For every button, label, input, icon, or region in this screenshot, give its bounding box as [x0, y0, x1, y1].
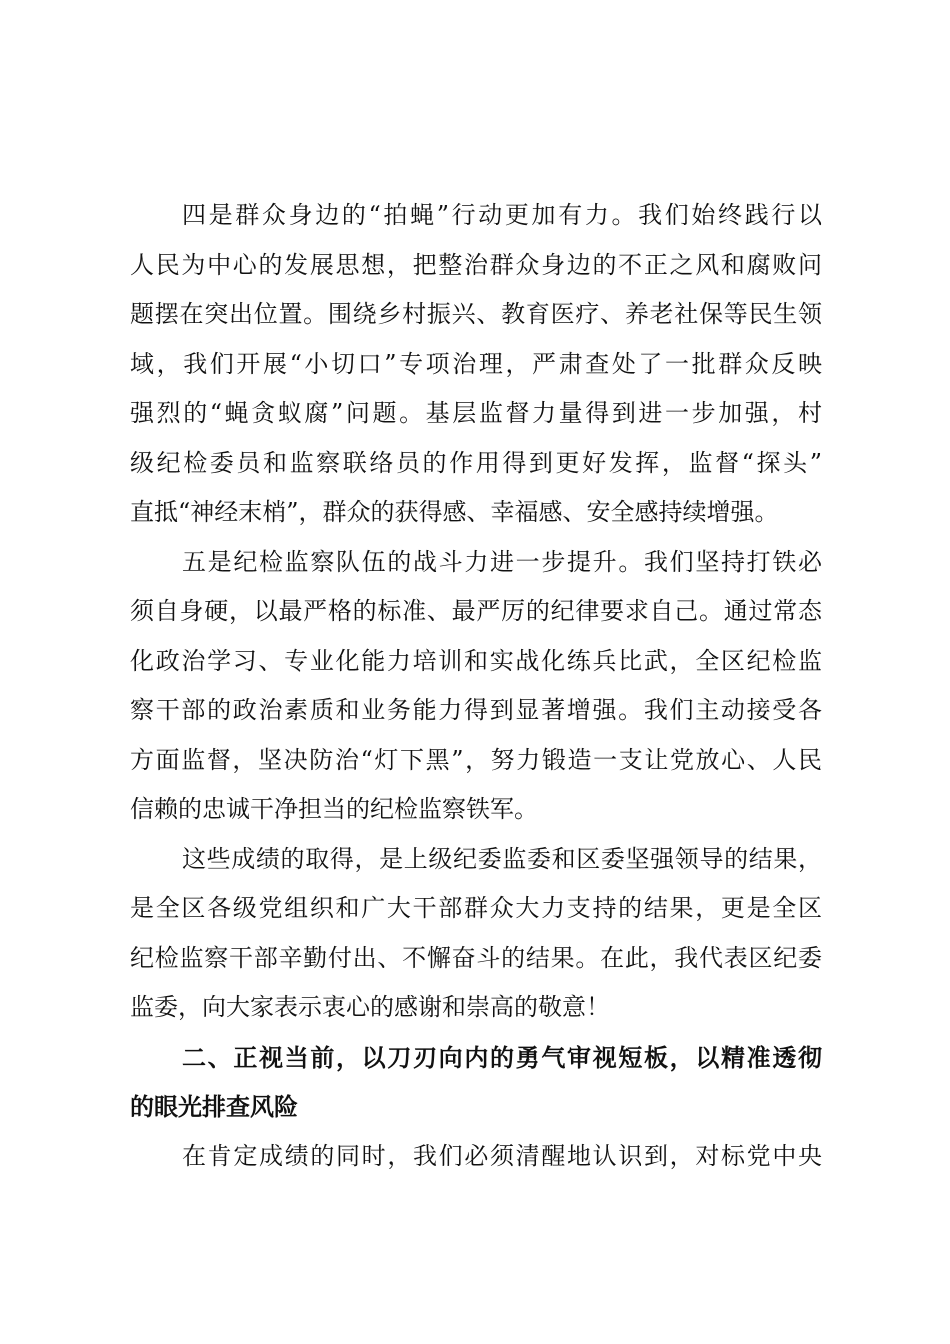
text-line: 四是群众身边的“拍蝇”行动更加有力。我们始终践行以: [182, 201, 822, 229]
text-line: 的眼光排查风险: [130, 1092, 298, 1121]
paragraph: [130, 1132, 822, 1182]
text-line: 域，我们开展“小切口”专项治理，严肃查处了一批群众反映: [130, 349, 822, 378]
text-line: 强烈的“蝇贪蚁腐”问题。基层监督力量得到进一步加强，村: [130, 399, 822, 427]
text-line: 信赖的忠诚干净担当的纪检监察铁军。: [130, 795, 538, 823]
section-heading: [130, 1033, 822, 1132]
text-line: 纪检监察干部辛勤付出、不懈奋斗的结果。在此，我代表区纪委: [130, 943, 822, 972]
document-page: [130, 191, 822, 1181]
text-line: 直抵“神经末梢”，群众的获得感、幸福感、安全感持续增强。: [130, 498, 779, 526]
text-line: 题摆在突出位置。围绕乡村振兴、教育医疗、养老社保等民生领: [130, 300, 822, 328]
text-line: 级纪检委员和监察联络员的作用得到更好发挥，监督“探头”: [130, 448, 822, 477]
paragraph: [130, 538, 822, 835]
text-line: 监委，向大家表示衷心的感谢和崇高的敬意！: [130, 993, 610, 1021]
text-line: 是全区各级党组织和广大干部群众大力支持的结果，更是全区: [130, 894, 822, 922]
text-line: 在肯定成绩的同时，我们必须清醒地认识到，对标党中央: [182, 1141, 822, 1170]
text-line: 人民为中心的发展思想，把整治群众身边的不正之风和腐败问: [130, 250, 822, 279]
text-line: 这些成绩的取得，是上级纪委监委和区委坚强领导的结果，: [182, 844, 822, 873]
text-line: 须自身硬，以最严格的标准、最严厉的纪律要求自己。通过常态: [130, 597, 822, 625]
text-line: 二、正视当前，以刀刃向内的勇气审视短板，以精准透彻: [182, 1042, 822, 1072]
text-line: 方面监督，坚决防治“灯下黑”，努力锻造一支让党放心、人民: [130, 745, 822, 774]
paragraph: [130, 191, 822, 538]
text-line: 五是纪检监察队伍的战斗力进一步提升。我们坚持打铁必: [182, 547, 822, 576]
paragraph: [130, 835, 822, 1033]
text-line: 化政治学习、专业化能力培训和实战化练兵比武，全区纪检监: [130, 646, 822, 675]
text-line: 察干部的政治素质和业务能力得到显著增强。我们主动接受各: [130, 696, 822, 724]
